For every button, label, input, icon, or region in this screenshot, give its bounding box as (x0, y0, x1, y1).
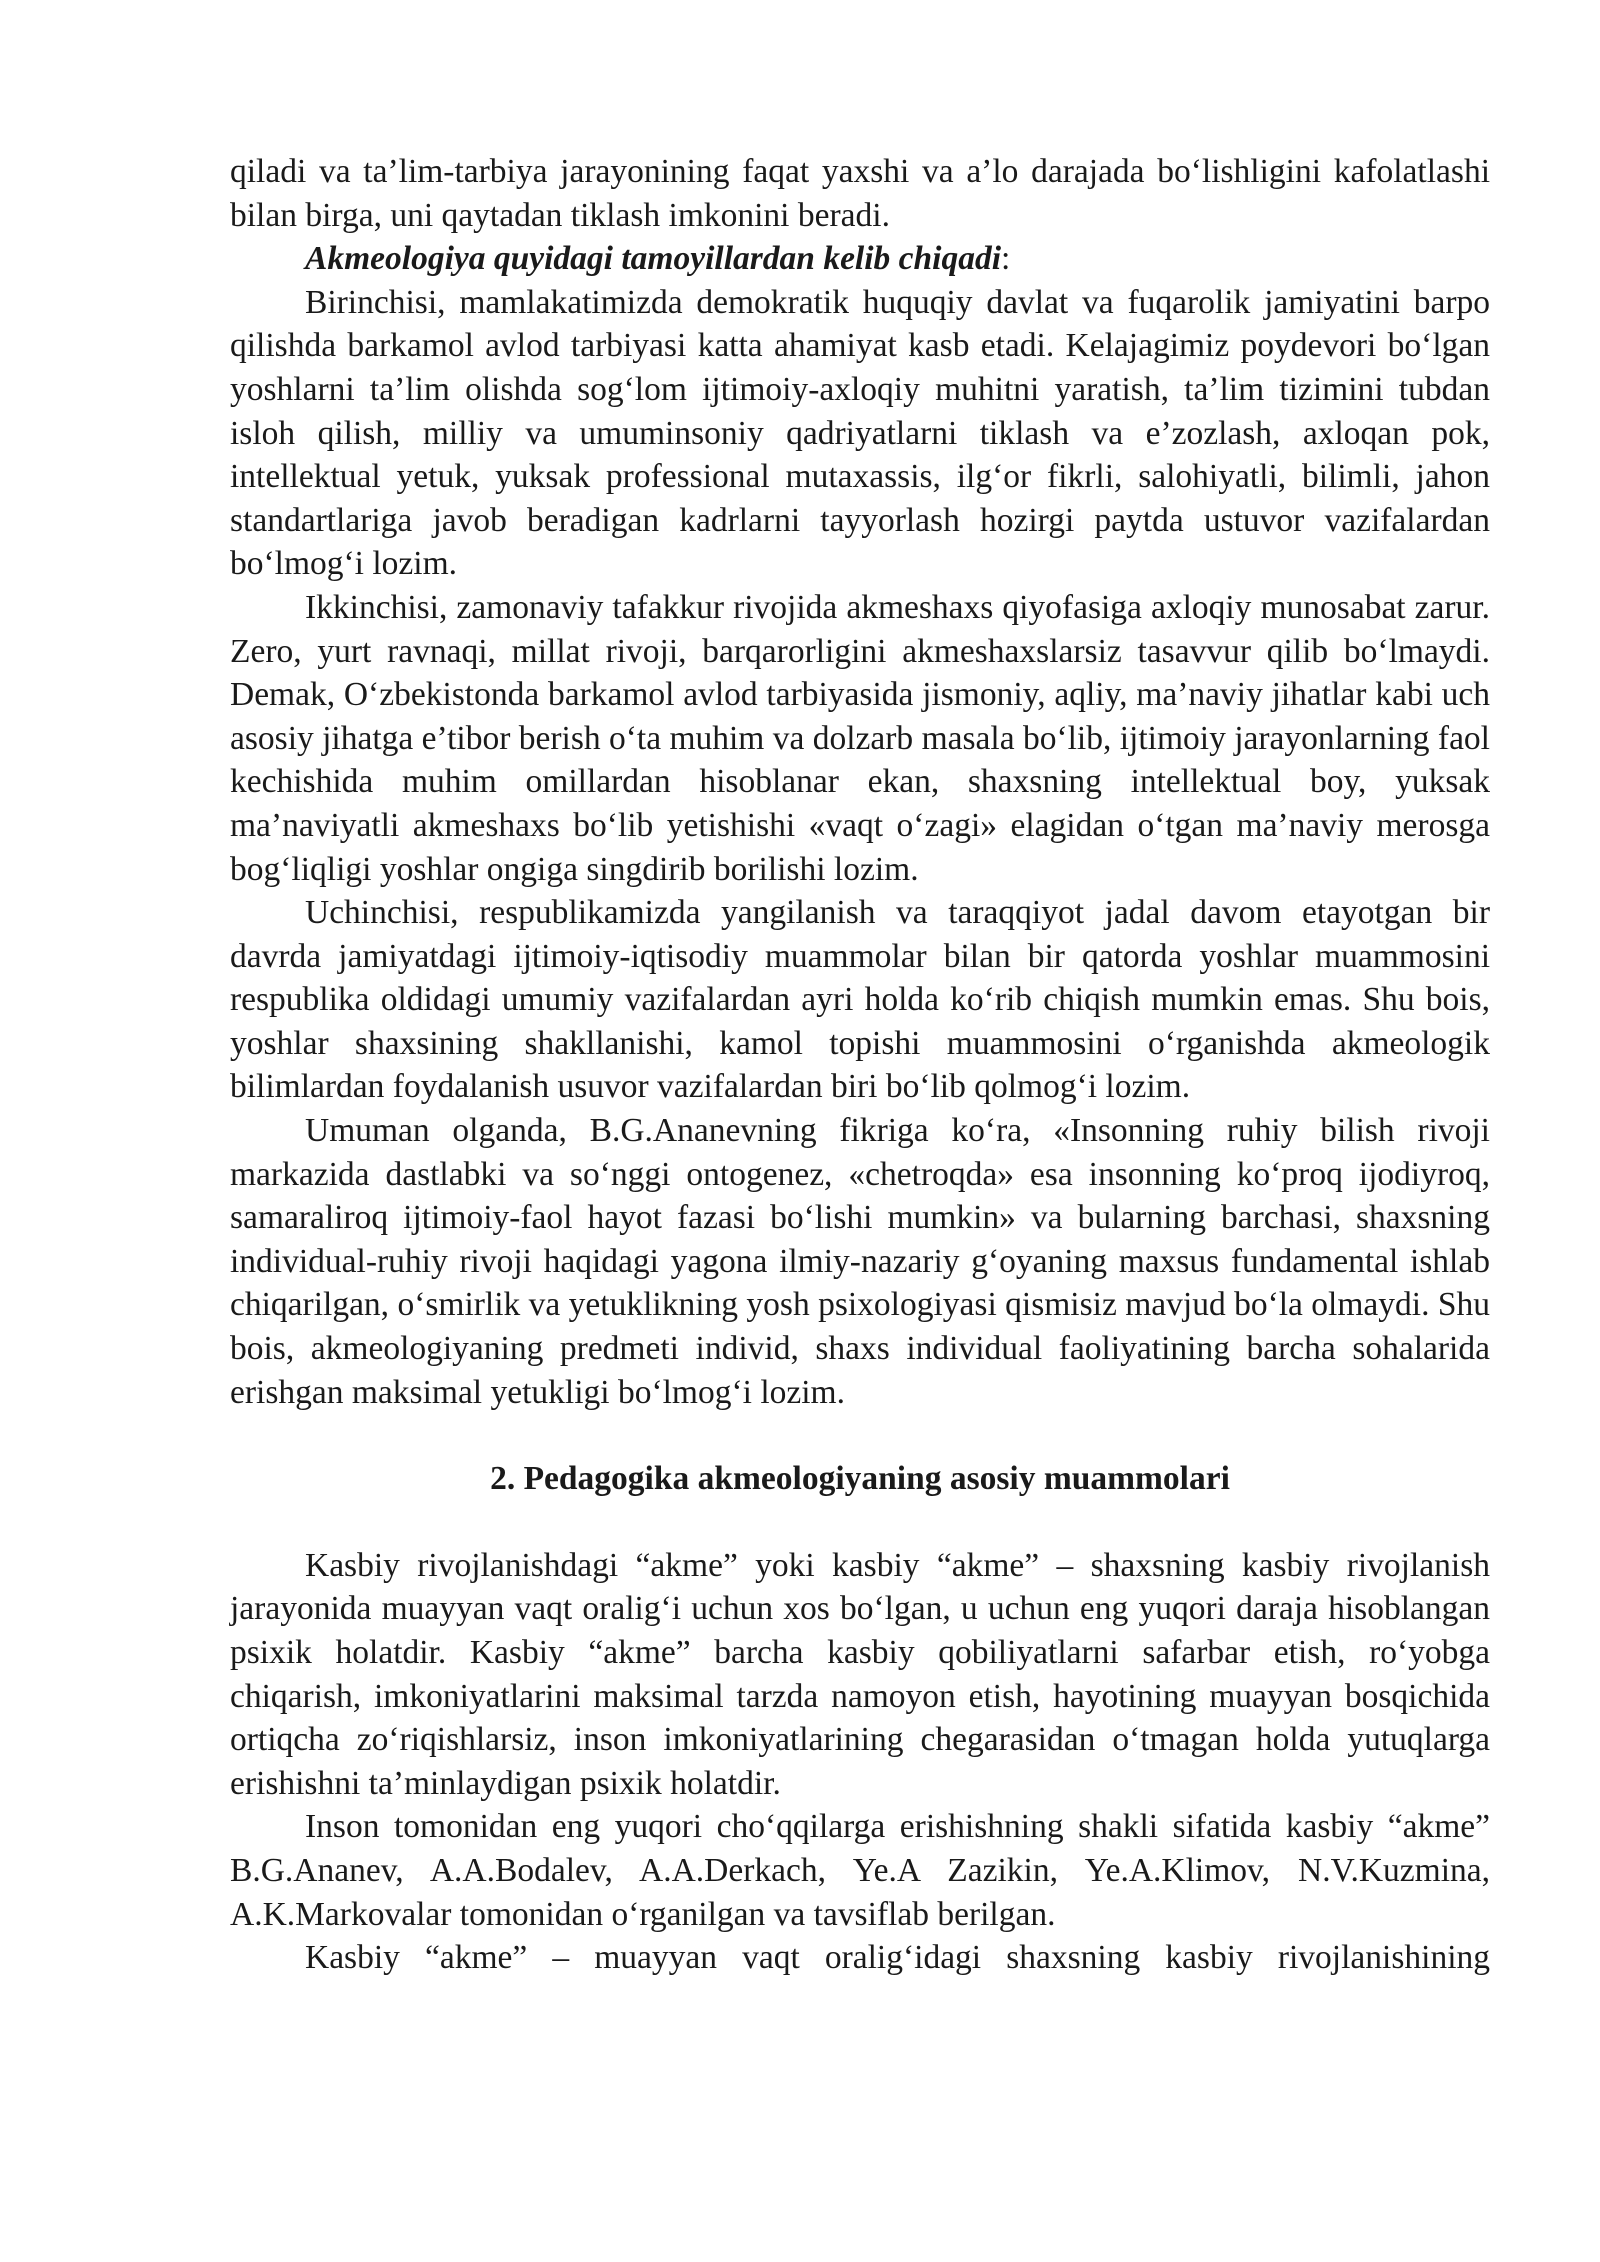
principle-first: Birinchisi, mamlakatimizda demokratik huquqiy davlat va fuqarolik jamiyatini barpo qilishda barkamol avlod tarbiyasi katta ahamiyat kasb etadi. Kelajagimiz poydevori bo‘lgan yoshlarni ta’lim olishda sog‘lom ijtimoiy-axloqiy muhitni yaratish, ta’lim tizimini tubdan isloh qilish, milliy va umuminsoniy qadriyatlarni tiklash va e’zozlash, axloqan pok, intellektual yetuk, yuksak professional mutaxassis, ilg‘or fikrli, salohiyatli, bilimli, jahon standartlariga javob beradigan kadrlarni tayyorlash hozirgi paytda ustuvor vazifalardan bo‘lmog‘i lozim. (230, 283, 1490, 583)
principles-heading-colon: : (1001, 240, 1011, 278)
section-heading: 2. Pedagogika akmeologiyaning asosiy muammolari (490, 1460, 1230, 1498)
section-paragraph-researchers: Inson tomonidan eng yuqori cho‘qqilarga erishishning shakli sifatida kasbiy “akme” B.G.Ananev, A.A.Bodalev, A.A.Derkach, Ye.A Zazikin, Ye.A.Klimov, N.V.Kuzmina, A.K.Markovalar tomonidan o‘rganilgan va tavsiflab berilgan. (230, 1808, 1490, 1933)
principles-heading (230, 237, 1490, 281)
principles-heading-text: Akmeologiya quyidagi tamoyillardan kelib chiqadi (305, 240, 1002, 278)
section-paragraph-akme-definition: Kasbiy rivojlanishdagi “akme” yoki kasbiy “akme” – shaxsning kasbiy rivojlanish jarayonida muayyan vaqt oralig‘i uchun xos bo‘lgan, u uchun eng yuqori daraja hisoblangan psixik holatdir. Kasbiy “akme” barcha kasbiy qobiliyatlarni safarbar etish, ro‘yobga chiqarish, imkoniyatlarini maksimal tarzda namoyon etish, hayotining muayyan bosqichida ortiqcha zo‘riqishlarsiz, inson imkoniyatlarining chegarasidan o‘tmagan holda yutuqlarga erishishni ta’minlaydigan psixik holatdir. (230, 1546, 1490, 1802)
intro-paragraph: qiladi va ta’lim-tarbiya jarayonining faqat yaxshi va a’lo darajada bo‘lishligini kafolatlashi bilan birga, uni qaytadan tiklash imkonini beradi. (230, 153, 1490, 234)
principle-third: Uchinchisi, respublikamizda yangilanish va taraqqiyot jadal davom etayotgan bir davrda jamiyatdagi ijtimoiy-iqtisodiy muammolar bilan bir qatorda yoshlar muammosini respublika oldidagi umumiy vazifalardan ayri holda ko‘rib chiqish mumkin emas. Shu bois, yoshlar shaxsining shakllanishi, kamol topishi muammosini o‘rganishda akmeologik bilimlardan foydalanish usuvor vazifalardan biri bo‘lib qolmog‘i lozim. (230, 894, 1490, 1106)
section-paragraph-continuation: Kasbiy “akme” – muayyan vaqt oralig‘idagi shaxsning kasbiy rivojlanishining (305, 1939, 1490, 1977)
principle-second: Ikkinchisi, zamonaviy tafakkur rivojida akmeshaxs qiyofasiga axloqiy munosabat zarur. Zero, yurt ravnaqi, millat rivoji, barqarorligini akmeshaxslarsiz tasavvur qilib bo‘lmaydi. Demak, O‘zbekistonda barkamol avlod tarbiyasida jismoniy, aqliy, ma’naviy jihatlar kabi uch asosiy jihatga e’tibor berish o‘ta muhim va dolzarb masala bo‘lib, ijtimoiy jarayonlarning faol kechishida muhim omillardan hisoblanar ekan, shaxsning intellektual boy, yuksak ma’naviyatli akmeshaxs bo‘lib yetishishi «vaqt o‘zagi» elagidan o‘tgan ma’naviy merosga bog‘liqligi yoshlar ongiga singdirib borilishi lozim. (230, 588, 1490, 888)
document-page (230, 150, 1490, 1980)
summary-paragraph: Umuman olganda, B.G.Ananevning fikriga ko‘ra, «Insonning ruhiy bilish rivoji markazida dastlabki va so‘nggi ontogenez, «chetroqda» esa insonning ko‘proq ijodiyroq, samaraliroq ijtimoiy-faol hayot fazasi bo‘lishi mumkin» va bularning barchasi, shaxsning individual-ruhiy rivoji haqidagi yagona ilmiy-nazariy g‘oyaning maxsus fundamental ishlab chiqarilgan, o‘smirlik va yetuklikning yosh psixologiyasi qismisiz mavjud bo‘la olmaydi. Shu bois, akmeologiyaning predmeti individ, shaxs individual faoliyatining barcha sohalarida erishgan maksimal yetukligi bo‘lmog‘i lozim. (230, 1112, 1490, 1411)
